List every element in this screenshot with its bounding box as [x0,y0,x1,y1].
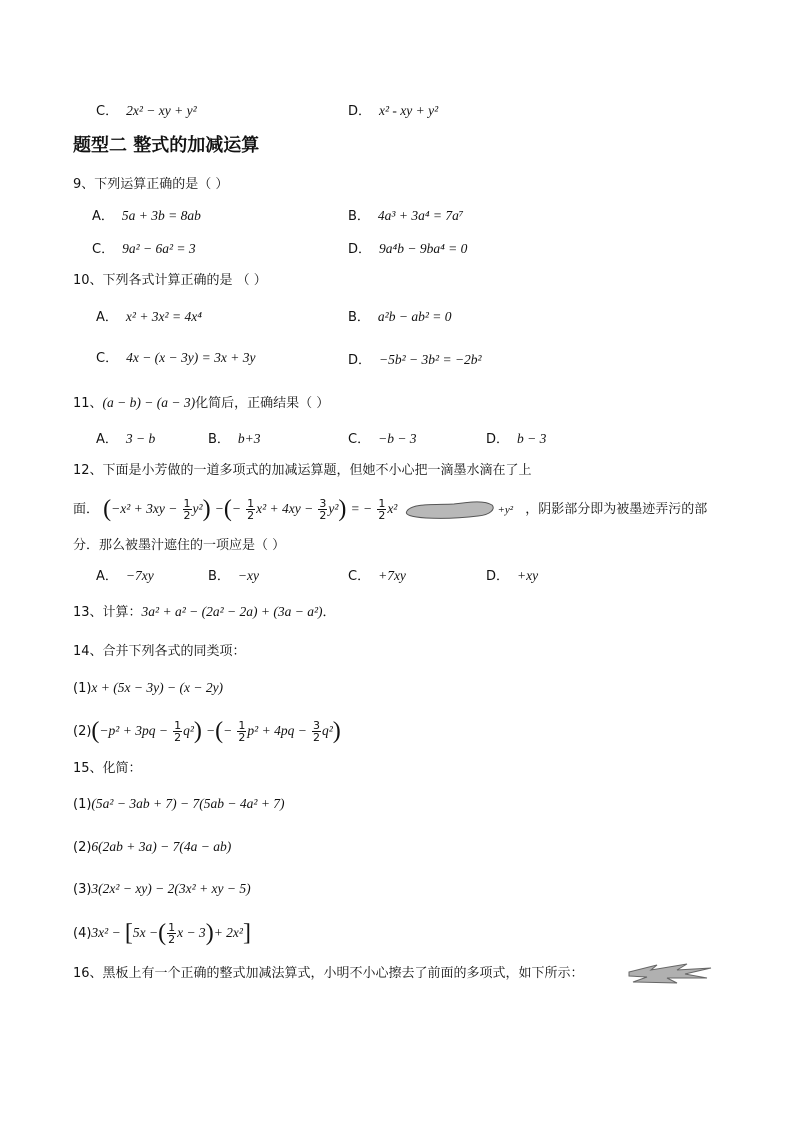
q13-end: ． [322,605,336,620]
option-label: B． [348,209,370,224]
fraction-numerator: 1 [168,921,176,934]
fraction-denominator: 2 [183,509,191,522]
option-label: D． [348,242,372,257]
option-label: A． [92,209,114,224]
fraction-denominator: 2 [378,509,386,522]
part-label: (4) [73,926,92,941]
q9-option-d [348,240,467,259]
q9-option-b [348,207,464,226]
part-label: (3) [73,882,92,897]
option-expression: x² + 3x² = 4x⁴ [125,309,202,324]
q10-option-d [348,351,482,370]
option-label: B． [348,310,370,325]
option-expression: 5a + 3b = 8ab [121,208,201,223]
part-expression: x + (5x − 3y) − (x − 2y) [91,680,224,695]
q15-part3 [73,880,251,899]
fraction-numerator: 3 [319,497,327,510]
q13-line [73,603,336,622]
paren-open: ( [215,718,224,744]
q11-option-c [348,430,417,449]
q15-stem: 15、化简： [73,761,142,776]
eq-part: q² [321,723,333,738]
q14-stem: 14、合并下列各式的同类项： [73,644,246,659]
q15-part2 [73,838,231,857]
option-expression: x² - xy + y² [379,103,439,118]
eq-tail: +y² [497,504,514,516]
paren-close: ) [193,718,202,744]
fraction-denominator: 2 [168,933,176,946]
bracket-close: ] [242,920,251,946]
fraction-denominator: 2 [312,731,320,744]
q16-text: 16、黑板上有一个正确的整式加减法算式，小明不小心擦去了前面的多项式，如下所示： [73,966,584,981]
eq-part: 5x − [132,925,159,940]
ink-blot-icon [404,499,496,521]
q11-option-d [486,430,546,449]
q15-part1 [73,795,285,814]
option-expression: +xy [517,568,539,583]
part-label: (1) [73,797,92,812]
option-label: D． [486,569,510,584]
option-label: B． [208,432,230,447]
q11-option-a [96,430,155,449]
option-expression: 2x² − xy + y² [126,103,197,118]
option-label: B． [208,569,230,584]
eq-minus: − [214,501,224,516]
q11-stem [73,394,329,413]
paren-open: ( [223,496,232,522]
paren-open: ( [103,496,112,522]
option-label: C． [92,242,115,257]
eq-part: q² [183,723,194,738]
q16-stem [73,965,584,983]
q10-option-a [96,308,202,327]
paren-open: ( [158,920,167,946]
eq-part: 3x² − [91,925,121,940]
fraction [167,922,176,945]
eq-part: x − 3 [177,925,206,940]
paren-close: ) [338,496,347,522]
fraction-denominator: 2 [319,509,327,522]
prev-option-d [348,102,438,121]
eq-part: + 2x² [213,925,243,940]
part-label: (1) [73,681,92,696]
fraction-denominator: 2 [238,731,246,744]
q15-part4 [73,919,251,948]
option-label: C． [348,432,371,447]
q12-stem-line3: 分．那么被墨汁遮住的一项应是（ ） [73,538,286,553]
option-label: A． [96,432,118,447]
fraction-numerator: 1 [247,497,255,510]
q12-stem-line1: 12、下面是小芳做的一道多项式的加减运算题，但她不小心把一滴墨水滴在了上 [73,463,532,478]
question-number: 11、 [73,396,103,411]
q13-expression: 3a² + a² − (2a² − 2a) + (3a − a²) [141,604,323,619]
eraser-smudge-icon [627,962,713,986]
bracket-open: [ [124,920,133,946]
eq-part: x² [387,501,398,516]
option-label: A． [96,569,118,584]
q12-suffix: ，阴影部分即为被墨迹弄污的部 [525,502,708,517]
eq-part: y² [192,501,203,516]
q9-option-a [92,207,201,226]
option-expression: 9a² − 6a² = 3 [122,241,196,256]
paren-open: ( [91,718,100,744]
option-expression: +7xy [378,568,406,583]
paren-close: ) [202,496,211,522]
eq-part: p² + 4pq − [247,723,307,738]
q11-option-b [208,430,261,449]
q13-label: 13、计算： [73,605,142,620]
fraction-numerator: 3 [312,719,320,732]
part-expression: (5a² − 3ab + 7) − 7(5ab − 4a² + 7) [91,796,285,811]
fraction-numerator: 1 [174,719,182,732]
option-expression: 3 − b [125,431,156,446]
option-expression: −7xy [125,568,154,583]
fraction-numerator: 1 [378,497,386,510]
option-expression: 4a³ + 3a⁴ = 7a⁷ [377,208,464,223]
section-title: 题型二 整式的加减运算 [73,135,260,156]
fraction-denominator: 2 [247,509,255,522]
fraction-denominator: 2 [174,731,182,744]
option-label: D． [486,432,510,447]
q10-stem: 10、下列各式计算正确的是 （ ） [73,273,267,288]
option-label: D． [348,104,372,119]
option-expression: −5b² − 3b² = −2b² [379,352,482,367]
q9-option-c [92,240,196,259]
q14-part2 [73,718,341,745]
q12-option-a [96,567,154,586]
fraction [173,720,182,743]
option-label: D． [348,353,372,368]
option-expression: −b − 3 [378,431,417,446]
eq-rhs: = − [350,501,373,516]
option-expression: 4x − (x − 3y) = 3x + 3y [126,350,256,365]
q14-part1 [73,679,223,698]
q12-option-d [486,567,538,586]
part-label: (2) [73,724,92,739]
eq-minus: − [223,723,233,738]
paren-close: ) [332,718,341,744]
q12-equation-line [73,497,707,522]
option-expression: b+3 [237,431,261,446]
eq-minus: − [206,723,216,738]
q12-prefix: 面． [73,502,100,517]
fraction [246,498,255,521]
eq-part: y² [328,501,339,516]
eq-minus: − [231,501,241,516]
fraction [237,720,246,743]
part-expression: 3(2x² − xy) − 2(3x² + xy − 5) [91,881,251,896]
fraction [312,720,321,743]
option-expression: −xy [237,568,260,583]
option-label: C． [348,569,371,584]
q12-option-c [348,567,406,586]
option-label: C． [96,351,119,366]
fraction-numerator: 1 [183,497,191,510]
question-text: 化简后，正确结果（ ） [195,396,330,411]
prev-option-c [96,102,197,121]
option-label: A． [96,310,118,325]
fraction [318,498,327,521]
fraction-numerator: 1 [238,719,246,732]
eq-part: x² + 4xy − [256,501,314,516]
fraction [183,498,192,521]
q10-option-b [348,308,452,327]
eq-part: −p² + 3pq − [99,723,168,738]
part-label: (2) [73,840,92,855]
q10-option-c [96,349,255,368]
paren-close: ) [205,920,214,946]
fraction [377,498,386,521]
eq-part: −x² + 3xy − [111,501,178,516]
part-expression: 6(2ab + 3a) − 7(4a − ab) [91,839,232,854]
q9-stem: 9、下列运算正确的是（ ） [73,177,229,192]
q11-expression: (a − b) − (a − 3) [102,395,196,410]
option-expression: 9a⁴b − 9ba⁴ = 0 [379,241,468,256]
option-expression: a²b − ab² = 0 [377,309,452,324]
q12-option-b [208,567,259,586]
option-label: C． [96,104,119,119]
option-expression: b − 3 [517,431,547,446]
